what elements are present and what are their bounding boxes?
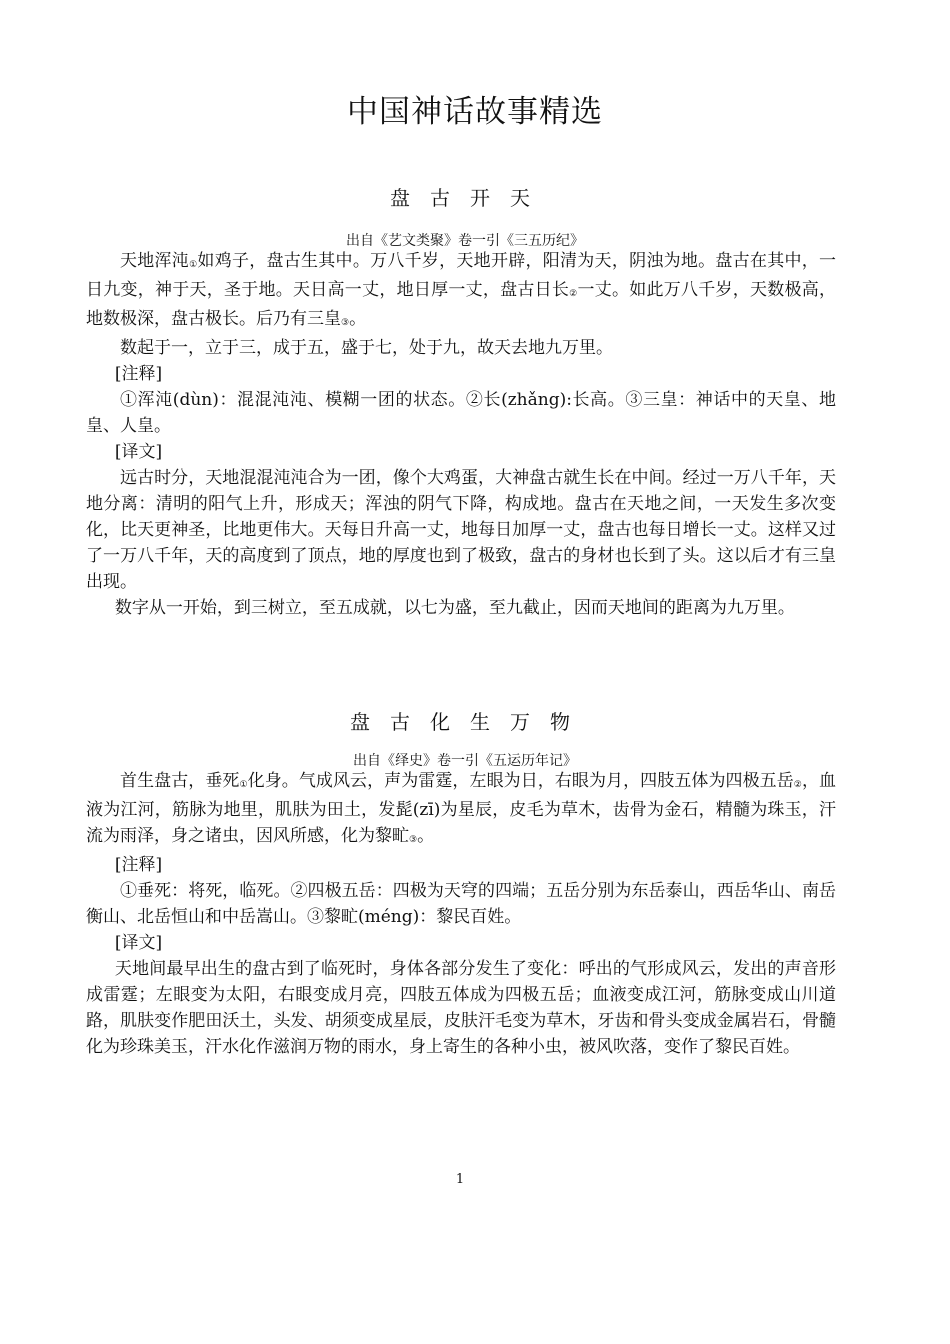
section2-source: 出自《绎史》卷一引《五运历年记》 bbox=[353, 753, 577, 769]
section2-notes-label: [注释] bbox=[114, 855, 163, 875]
footnote-marker: ③ bbox=[341, 318, 350, 328]
section2-translation-label: [译文] bbox=[114, 933, 163, 953]
footnote-marker: ② bbox=[793, 780, 802, 790]
section1-translation: 远古时分，天地混混沌沌合为一团，像个大鸡蛋，大神盘古就生长在中间。经过一万八千年，天地分离：清明的阳气上升，形成天；浑浊的阴气下降，构成地。盘古在天地之间，一天发生多次变化，比天更神圣，比地更伟大。天每日升高一丈，地每日加厚一丈，盘古也每日增长一丈。这样又过了一万八千年，天的高度到了顶点，地的厚度也到了极致，盘古的身材也长到了头。这以后才有三皇出现。 bbox=[86, 468, 836, 592]
section1-notes: ①浑沌(dùn)：混混沌沌、模糊一团的状态。②长(zhǎng):长高。③三皇：神话中的天皇、地皇、人皇。 bbox=[86, 390, 836, 436]
section2-translation: 天地间最早出生的盘古到了临死时，身体各部分发生了变化：呼出的气形成风云，发出的声音形成雷霆；左眼变为太阳，右眼变成月亮，四肢五体成为四极五岳；血液变成江河，筋脉变成山川道路，肌肤变作肥田沃土，头发、胡须变成星辰，皮肤汗毛变为草木，牙齿和骨头变成金属岩石，骨髓化为珍珠美玉，汗水化作滋润万物的雨水，身上寄生的各种小虫，被风吹落，变作了黎民百姓。 bbox=[86, 959, 836, 1057]
section2-notes: ①垂死：将死，临死。②四极五岳：四极为天穹的四端；五岳分别为东岳泰山，西岳华山、南岳衡山、北岳恒山和中岳嵩山。③黎甿(méng)：黎民百姓。 bbox=[86, 881, 836, 927]
footnote-marker: ① bbox=[189, 260, 198, 270]
section1-source: 出自《艺文类聚》卷一引《三五历纪》 bbox=[346, 233, 584, 249]
section1-translation-label: [译文] bbox=[114, 442, 163, 462]
section2-original-text: 首生盘古，垂死①化身。气成风云，声为雷霆，左眼为日，右眼为月，四肢五体为四极五岳②，血液为江河，筋脉为地里，肌肤为田土，发髭(zī)为星辰，皮毛为草木，齿骨为金石，精髓为珠玉，汗流为雨泽，身之诸虫，因风所感，化为黎甿③。 bbox=[86, 771, 837, 846]
section1-notes-label: [注释] bbox=[114, 364, 163, 384]
section1-body bbox=[86, 248, 836, 621]
section1-translation-2: 数字从一开始，到三树立，至五成就，以七为盛，至九截止，因而天地间的距离为九万里。 bbox=[114, 598, 795, 618]
page-number: 1 bbox=[455, 1172, 465, 1187]
footnote-marker: ② bbox=[569, 289, 578, 299]
footnote-marker: ① bbox=[239, 780, 248, 790]
section2-title: 盘 古 化 生 万 物 bbox=[350, 710, 570, 734]
section1-title: 盘 古 开 天 bbox=[390, 186, 530, 210]
document-title: 中国神话故事精选 bbox=[347, 94, 603, 130]
section1-original-text-2: 数起于一，立于三，成于五，盛于七，处于九，故天去地九万里。 bbox=[120, 338, 613, 358]
section2-body bbox=[86, 768, 836, 1060]
section1-original-text: 天地浑沌①如鸡子，盘古生其中。万八千岁，天地开辟，阳清为天，阴浊为地。盘古在其中，一日九变，神于天，圣于地。天日高一丈，地日厚一丈，盘古日长②一丈。如此万八千岁，天数极高，地数极深，盘古极长。后乃有三皇③。 bbox=[86, 251, 837, 329]
footnote-marker: ③ bbox=[409, 835, 418, 845]
